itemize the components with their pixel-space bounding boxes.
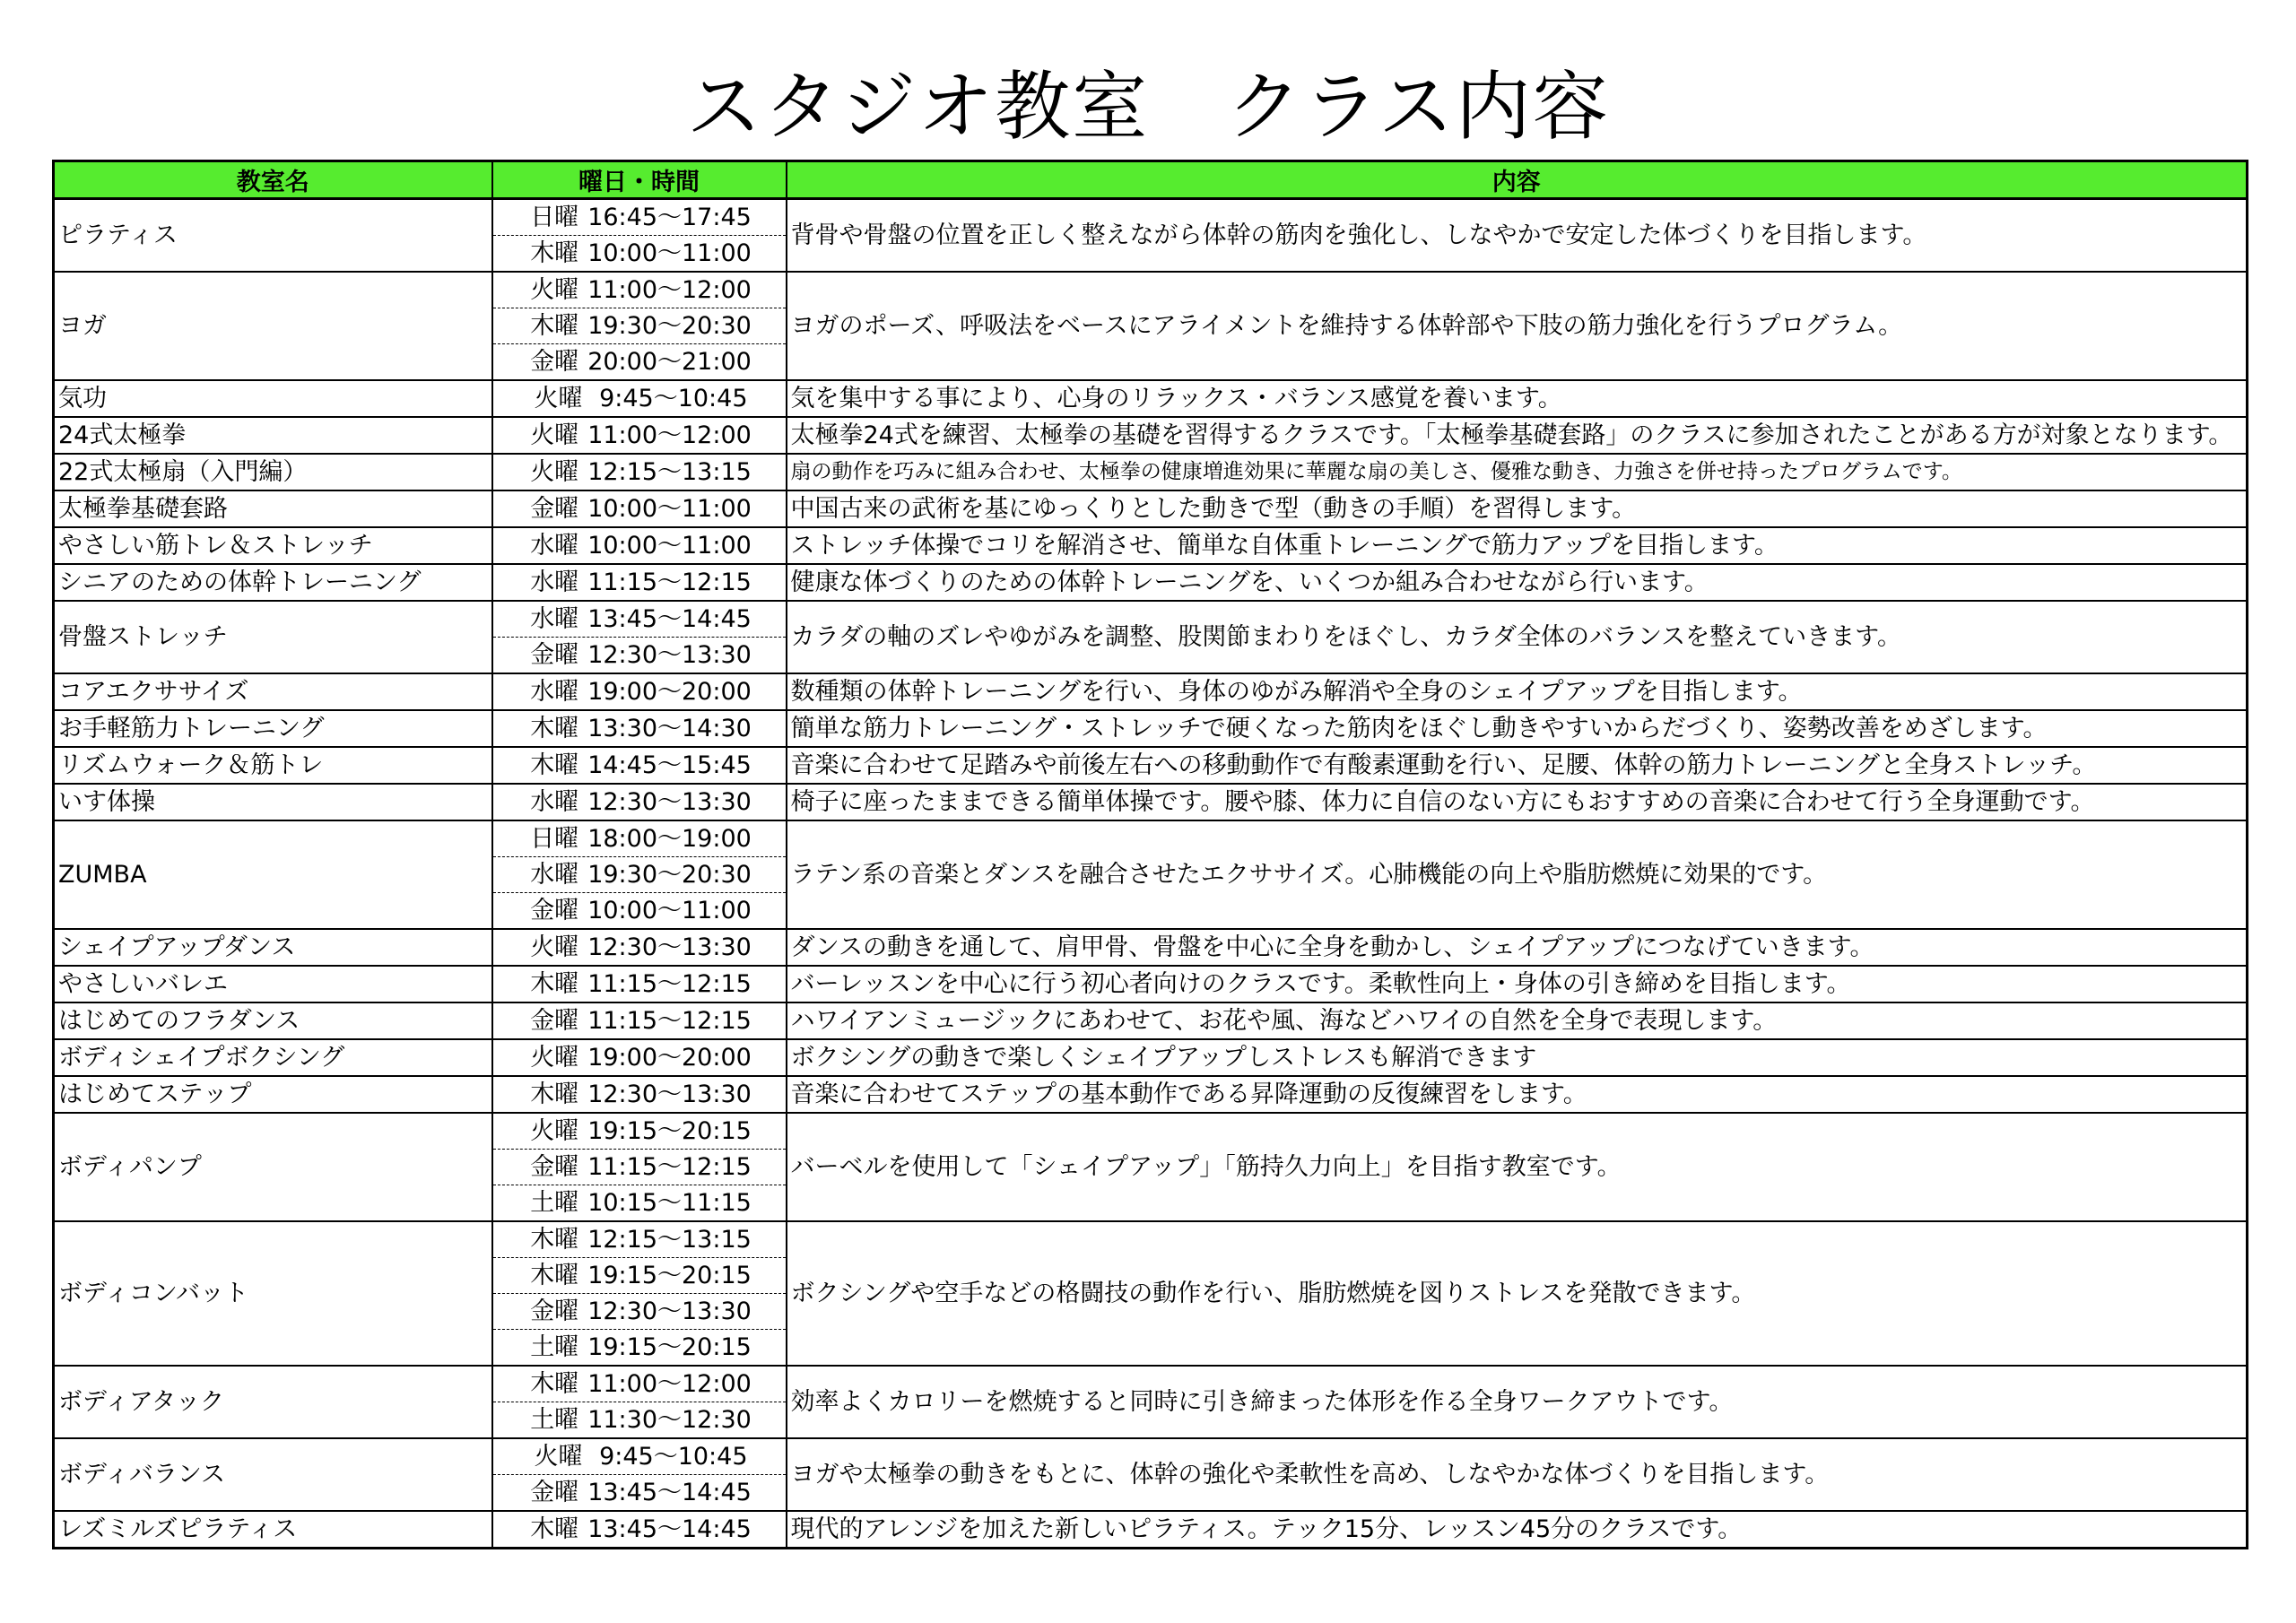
slot-day: 水曜	[530, 861, 579, 889]
class-description-cell: 椅子に座ったままできる簡単体操です。腰や膝、体力に自信のない方にもおすすめの音楽に合わせて行う全身運動です。	[787, 784, 2248, 820]
class-description-cell: 中国古来の武術を基にゆっくりとした動きで型（動きの手順）を習得します。	[787, 490, 2248, 527]
schedule-slot-cell	[492, 344, 787, 381]
class-description-cell: 音楽に合わせて足踏みや前後左右への移動動作で有酸素運動を行い、足腰、体幹の筋力トレーニングと全身ストレッチ。	[787, 747, 2248, 784]
schedule-slot-cell	[492, 929, 787, 966]
slot-day: 木曜	[530, 715, 579, 742]
slot-day: 火曜	[530, 933, 579, 961]
slot-time: 11:00～12:00	[587, 276, 752, 304]
schedule-slot-cell	[492, 710, 787, 747]
slot-day: 火曜	[530, 421, 579, 449]
schedule-slot-cell	[492, 199, 787, 236]
slot-day: 木曜	[530, 751, 579, 779]
slot-time: 12:15～13:15	[587, 458, 752, 486]
class-name-cell: 骨盤ストレッチ	[54, 601, 492, 673]
slot-time: 12:15～13:15	[587, 1226, 752, 1254]
class-name-cell: お手軽筋力トレーニング	[54, 710, 492, 747]
schedule-slot-cell	[492, 893, 787, 930]
slot-day: 水曜	[530, 605, 579, 633]
class-name-cell: ZUMBA	[54, 820, 492, 929]
class-name-cell: レズミルズピラティス	[54, 1511, 492, 1549]
slot-time: 13:45～14:45	[587, 1515, 752, 1543]
class-name-cell: ヨガ	[54, 272, 492, 380]
slot-time: 11:00～12:00	[587, 421, 752, 449]
slot-day: 金曜	[530, 897, 579, 924]
table-row	[54, 1076, 2248, 1113]
slot-time: 13:45～14:45	[587, 1479, 752, 1506]
slot-time: 11:00～12:00	[587, 1370, 752, 1398]
slot-day: 水曜	[530, 532, 579, 560]
slot-time: 14:45～15:45	[587, 751, 752, 779]
slot-time: 10:00～11:00	[587, 897, 752, 924]
slot-time: 12:30～13:30	[587, 1081, 752, 1108]
class-description-cell: カラダの軸のズレやゆがみを調整、股関節まわりをほぐし、カラダ全体のバランスを整えていきます。	[787, 601, 2248, 673]
slot-time: 12:30～13:30	[587, 641, 752, 669]
slot-time: 10:15～11:15	[587, 1189, 752, 1217]
class-description-cell: バーベルを使用して「シェイプアップ」「筋持久力向上」を目指す教室です。	[787, 1113, 2248, 1221]
class-description-cell: 数種類の体幹トレーニングを行い、身体のゆがみ解消や全身のシェイプアップを目指します。	[787, 673, 2248, 710]
class-name-cell: 太極拳基礎套路	[54, 490, 492, 527]
table-row	[54, 1366, 2248, 1402]
class-description-cell: 背骨や骨盤の位置を正しく整えながら体幹の筋肉を強化し、しなやかで安定した体づくりを目指します。	[787, 199, 2248, 273]
class-name-cell: はじめてのフラダンス	[54, 1002, 492, 1039]
table-row	[54, 417, 2248, 454]
slot-time: 19:15～20:15	[587, 1262, 752, 1289]
schedule-slot-cell	[492, 601, 787, 638]
class-description-cell: 音楽に合わせてステップの基本動作である昇降運動の反復練習をします。	[787, 1076, 2248, 1113]
slot-time: 19:30～20:30	[587, 861, 752, 889]
schedule-slot-cell	[492, 454, 787, 490]
schedule-slot-cell	[492, 1185, 787, 1222]
schedule-slot-cell	[492, 673, 787, 710]
slot-time: 10:00～11:00	[587, 239, 752, 267]
slot-time: 11:15～12:15	[587, 1007, 752, 1035]
class-name-cell: ボディシェイプボクシング	[54, 1039, 492, 1076]
slot-time: 11:15～12:15	[587, 970, 752, 998]
table-row	[54, 929, 2248, 966]
schedule-slot-cell	[492, 1221, 787, 1258]
header-class-name: 教室名	[54, 161, 492, 199]
table-row	[54, 1511, 2248, 1549]
class-name-cell: 気功	[54, 380, 492, 417]
schedule-slot-cell	[492, 1076, 787, 1113]
table-header-row	[54, 161, 2248, 199]
class-name-cell: はじめてステップ	[54, 1076, 492, 1113]
class-name-cell: リズムウォーク＆筋トレ	[54, 747, 492, 784]
slot-time: 9:45～10:45	[591, 385, 748, 412]
slot-day: 金曜	[530, 641, 579, 669]
schedule-slot-cell	[492, 1402, 787, 1439]
class-name-cell: ピラティス	[54, 199, 492, 273]
schedule-slot-cell	[492, 564, 787, 601]
slot-time: 16:45～17:45	[587, 204, 752, 231]
class-description-cell: ラテン系の音楽とダンスを融合させたエクササイズ。心肺機能の向上や脂肪燃焼に効果的です。	[787, 820, 2248, 929]
schedule-slot-cell	[492, 1113, 787, 1150]
slot-day: 火曜	[530, 276, 579, 304]
table-row	[54, 747, 2248, 784]
slot-time: 19:15～20:15	[587, 1117, 752, 1145]
schedule-slot-cell	[492, 236, 787, 273]
class-name-cell: ボディパンプ	[54, 1113, 492, 1221]
class-description-cell: ボクシングや空手などの格闘技の動作を行い、脂肪燃焼を図りストレスを発散できます。	[787, 1221, 2248, 1366]
table-row	[54, 966, 2248, 1002]
slot-day: 火曜	[534, 1443, 583, 1471]
table-row	[54, 272, 2248, 308]
class-description-cell: 気を集中する事により、心身のリラックス・バランス感覚を養います。	[787, 380, 2248, 417]
slot-day: 土曜	[530, 1406, 579, 1434]
class-description-cell: ストレッチ体操でコリを解消させ、簡単な自体重トレーニングで筋力アップを目指します。	[787, 527, 2248, 564]
slot-time: 20:00～21:00	[587, 348, 752, 376]
slot-time: 19:00～20:00	[587, 1044, 752, 1072]
schedule-slot-cell	[492, 1475, 787, 1512]
slot-day: 木曜	[530, 239, 579, 267]
schedule-slot-cell	[492, 1150, 787, 1185]
slot-day: 木曜	[530, 1262, 579, 1289]
slot-day: 金曜	[530, 495, 579, 523]
class-description-cell: 現代的アレンジを加えた新しいピラティス。テック15分、レッスン45分のクラスです。	[787, 1511, 2248, 1549]
table-row	[54, 710, 2248, 747]
slot-day: 金曜	[530, 348, 579, 376]
schedule-slot-cell	[492, 857, 787, 893]
slot-time: 12:30～13:30	[587, 933, 752, 961]
table-row	[54, 380, 2248, 417]
schedule-slot-cell	[492, 1330, 787, 1367]
slot-day: 日曜	[530, 204, 579, 231]
slot-time: 12:30～13:30	[587, 1298, 752, 1325]
class-description-cell: ヨガや太極拳の動きをもとに、体幹の強化や柔軟性を高め、しなやかな体づくりを目指します。	[787, 1438, 2248, 1511]
slot-day: 土曜	[530, 1189, 579, 1217]
schedule-slot-cell	[492, 490, 787, 527]
table-row	[54, 454, 2248, 490]
class-name-cell: やさしいバレエ	[54, 966, 492, 1002]
slot-time: 11:15～12:15	[587, 568, 752, 596]
slot-time: 10:00～11:00	[587, 495, 752, 523]
slot-time: 18:00～19:00	[587, 825, 752, 853]
schedule-slot-cell	[492, 784, 787, 820]
class-description-cell: 効率よくカロリーを燃焼すると同時に引き締まった体形を作る全身ワークアウトです。	[787, 1366, 2248, 1438]
class-name-cell: ボディコンバット	[54, 1221, 492, 1366]
slot-day: 土曜	[530, 1333, 579, 1361]
class-description-cell: 太極拳24式を練習、太極拳の基礎を習得するクラスです。「太極拳基礎套路」のクラスに参加されたことがある方が対象となります。	[787, 417, 2248, 454]
slot-day: 金曜	[530, 1479, 579, 1506]
class-description-cell: ハワイアンミュージックにあわせて、お花や風、海などハワイの自然を全身で表現します。	[787, 1002, 2248, 1039]
class-description-cell: ボクシングの動きで楽しくシェイプアップしストレスも解消できます	[787, 1039, 2248, 1076]
slot-day: 水曜	[530, 568, 579, 596]
table-row	[54, 490, 2248, 527]
schedule-slot-cell	[492, 1039, 787, 1076]
slot-time: 9:45～10:45	[591, 1443, 748, 1471]
slot-day: 水曜	[530, 678, 579, 706]
schedule-slot-cell	[492, 417, 787, 454]
class-name-cell: 22式太極扇（入門編）	[54, 454, 492, 490]
table-row	[54, 199, 2248, 236]
schedule-slot-cell	[492, 966, 787, 1002]
schedule-slot-cell	[492, 747, 787, 784]
class-description-cell: バーレッスンを中心に行う初心者向けのクラスです。柔軟性向上・身体の引き締めを目指します。	[787, 966, 2248, 1002]
schedule-slot-cell	[492, 820, 787, 857]
schedule-slot-cell	[492, 638, 787, 674]
slot-time: 13:45～14:45	[587, 605, 752, 633]
schedule-slot-cell	[492, 1366, 787, 1402]
slot-time: 10:00～11:00	[587, 532, 752, 560]
slot-day: 火曜	[530, 1044, 579, 1072]
table-row	[54, 1039, 2248, 1076]
table-row	[54, 1221, 2248, 1258]
schedule-slot-cell	[492, 1511, 787, 1549]
slot-day: 木曜	[530, 1081, 579, 1108]
slot-day: 火曜	[530, 1117, 579, 1145]
slot-day: 火曜	[534, 385, 583, 412]
slot-day: 木曜	[530, 970, 579, 998]
slot-time: 11:30～12:30	[587, 1406, 752, 1434]
slot-day: 日曜	[530, 825, 579, 853]
class-name-cell: シェイプアップダンス	[54, 929, 492, 966]
slot-time: 19:00～20:00	[587, 678, 752, 706]
class-name-cell: コアエクササイズ	[54, 673, 492, 710]
schedule-slot-cell	[492, 1002, 787, 1039]
class-name-cell: いす体操	[54, 784, 492, 820]
schedule-slot-cell	[492, 1258, 787, 1294]
header-day-time: 曜日・時間	[492, 161, 787, 199]
class-name-cell: 24式太極拳	[54, 417, 492, 454]
header-content: 内容	[787, 161, 2248, 199]
slot-time: 13:30～14:30	[587, 715, 752, 742]
schedule-slot-cell	[492, 527, 787, 564]
slot-day: 金曜	[530, 1298, 579, 1325]
table-row	[54, 784, 2248, 820]
table-row	[54, 1002, 2248, 1039]
page-title: スタジオ教室 クラス内容	[686, 63, 1610, 151]
slot-time: 19:15～20:15	[587, 1333, 752, 1361]
class-description-cell: 健康な体づくりのための体幹トレーニングを、いくつか組み合わせながら行います。	[787, 564, 2248, 601]
schedule-slot-cell	[492, 1438, 787, 1475]
slot-day: 木曜	[530, 312, 579, 340]
table-row	[54, 527, 2248, 564]
class-name-cell: シニアのための体幹トレーニング	[54, 564, 492, 601]
slot-time: 11:15～12:15	[587, 1153, 752, 1181]
slot-day: 水曜	[530, 788, 579, 816]
schedule-slot-cell	[492, 380, 787, 417]
slot-day: 金曜	[530, 1153, 579, 1181]
schedule-slot-cell	[492, 308, 787, 344]
table-body	[54, 199, 2248, 1549]
schedule-slot-cell	[492, 1294, 787, 1330]
slot-day: 木曜	[530, 1370, 579, 1398]
class-name-cell: ボディアタック	[54, 1366, 492, 1438]
class-description-cell: 扇の動作を巧みに組み合わせ、太極拳の健康増進効果に華麗な扇の美しさ、優雅な動き、力強さを併せ持ったプログラムです。	[787, 454, 2248, 490]
class-description-cell: ヨガのポーズ、呼吸法をベースにアライメントを維持する体幹部や下肢の筋力強化を行うプログラム。	[787, 272, 2248, 380]
table-row	[54, 601, 2248, 638]
slot-day: 金曜	[530, 1007, 579, 1035]
table-row	[54, 564, 2248, 601]
slot-time: 12:30～13:30	[587, 788, 752, 816]
class-schedule-table	[52, 160, 2248, 1549]
class-name-cell: ボディバランス	[54, 1438, 492, 1511]
table-row	[54, 820, 2248, 857]
slot-day: 火曜	[530, 458, 579, 486]
class-description-cell: ダンスの動きを通して、肩甲骨、骨盤を中心に全身を動かし、シェイプアップにつなげていきます。	[787, 929, 2248, 966]
schedule-slot-cell	[492, 272, 787, 308]
table-row	[54, 1438, 2248, 1475]
class-description-cell: 簡単な筋力トレーニング・ストレッチで硬くなった筋肉をほぐし動きやすいからだづくり、姿勢改善をめざします。	[787, 710, 2248, 747]
slot-day: 木曜	[530, 1226, 579, 1254]
class-name-cell: やさしい筋トレ＆ストレッチ	[54, 527, 492, 564]
table-row	[54, 1113, 2248, 1150]
slot-day: 木曜	[530, 1515, 579, 1543]
slot-time: 19:30～20:30	[587, 312, 752, 340]
table-row	[54, 673, 2248, 710]
